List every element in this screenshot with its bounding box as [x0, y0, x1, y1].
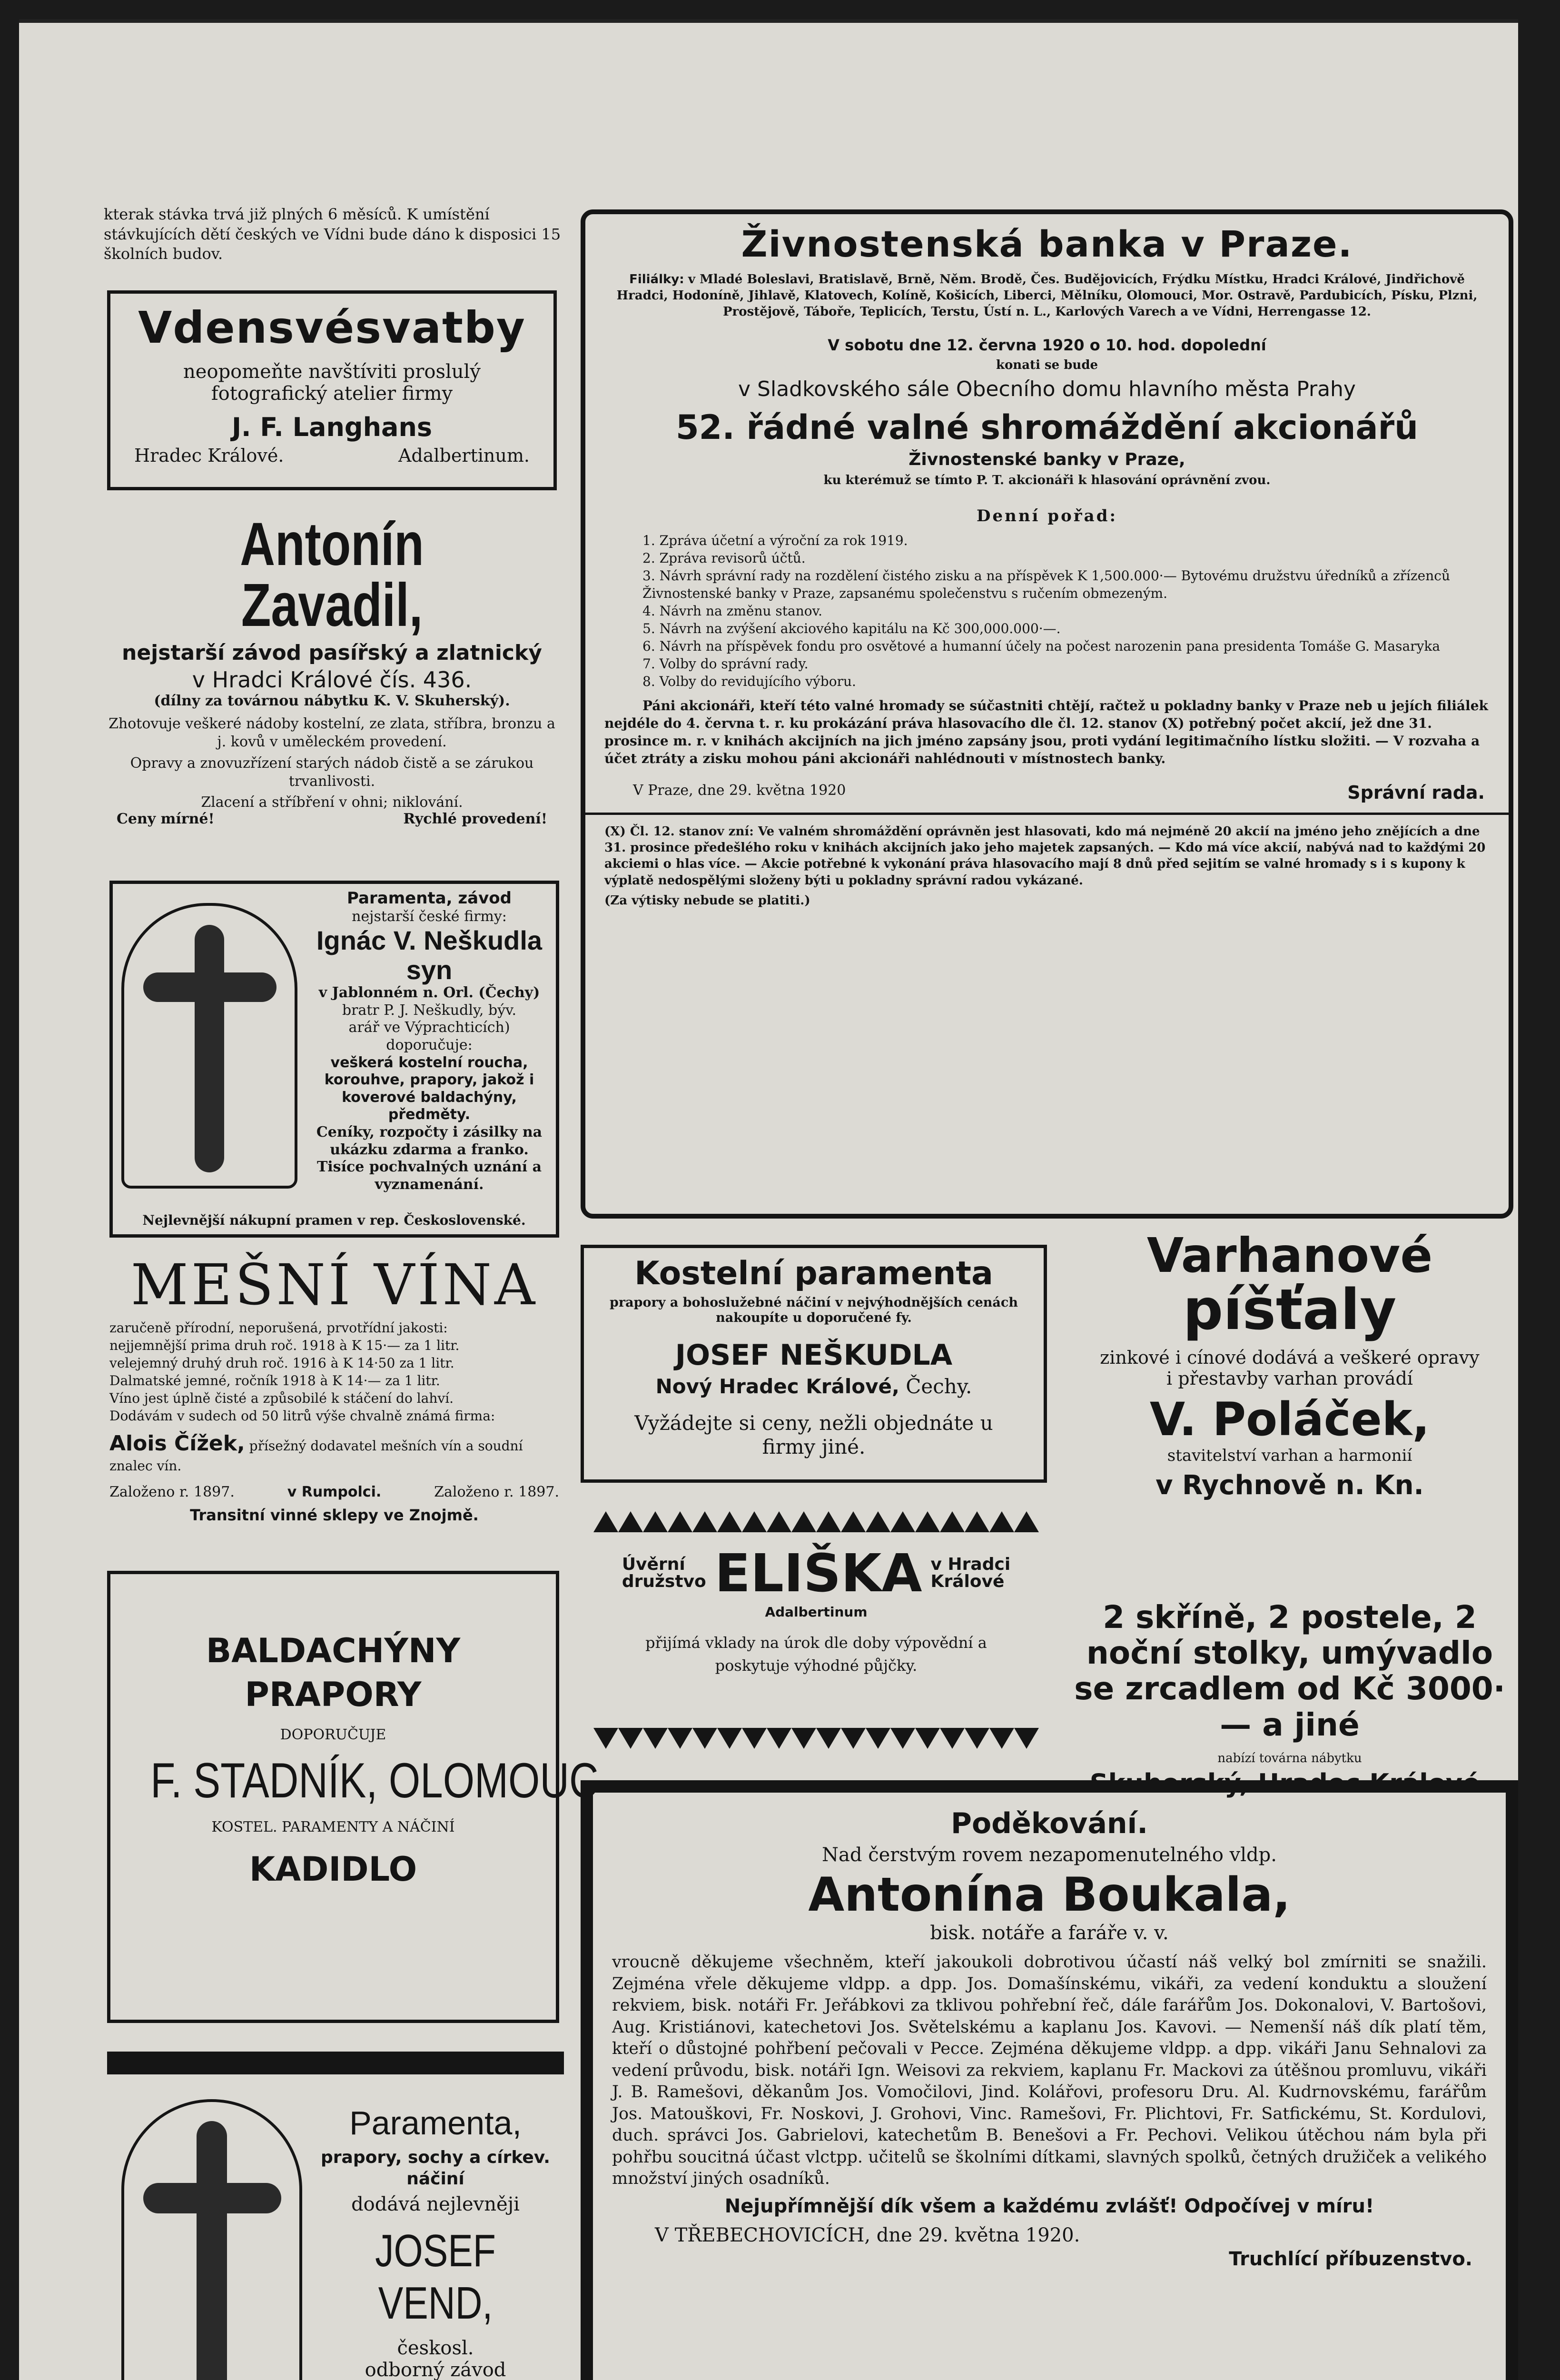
thanks-intro: Nad čerstvým rovem nezapomenutelného vldp.: [822, 1844, 1277, 1866]
ad-kp-country: Čechy.: [906, 1374, 972, 1398]
ad-mesni-vina-t3: velejemný druhý druh roč. 1916 à K 14·50 za 1 litr.: [109, 1355, 454, 1371]
ad-kp-name: JOSEF NEŠKUDLA: [675, 1338, 953, 1372]
triangle-ornament: [940, 1728, 965, 1749]
triangle-ornament: [742, 1728, 767, 1749]
ad-zavadil-footer: [107, 811, 557, 827]
triangle-ornament: [692, 1728, 717, 1749]
ad-kostelni-paramenta: [581, 1245, 1047, 1483]
ad-vend-l2: prapory, sochy a církev. náčiní: [321, 2148, 550, 2189]
ad-vend-text: [307, 2104, 564, 2380]
triangle-ornament: [965, 1511, 989, 1532]
triangle-ornament: [643, 1728, 668, 1749]
triangle-ornament: [668, 1511, 692, 1532]
bank-date: V sobotu dne 12. června 1920 o 10. hod. dopolední: [828, 336, 1266, 355]
bank-rule: [585, 813, 1509, 815]
ad-mesni-vina: [109, 1252, 559, 1526]
ad-mesni-vina-firm: Alois Čížek,: [109, 1431, 245, 1456]
ad-kp-place: Nový Hradec Králové,: [655, 1374, 899, 1398]
ad-vend-l3: dodává nejlevněji: [351, 2193, 520, 2215]
ad-mesni-vina-t5: Víno jest úplně čisté a způsobilé k stáčení do lahví.: [109, 1390, 454, 1406]
ad-eliska-left: [622, 1556, 706, 1590]
ad-skuhersky: [1061, 1599, 1518, 1798]
triangle-ornament: [816, 1728, 841, 1749]
thanks-closing: Nejupřímnější dík všem a každému zvlášť! Odpočívej v míru!: [724, 2195, 1374, 2217]
ad-mesni-vina-f3: Založeno r. 1897.: [434, 1483, 559, 1500]
triangle-ornament: [717, 1728, 742, 1749]
bank-free: (Za výtisky nebude se platiti.): [604, 893, 810, 908]
ad-neskudla-syn-b5: Ceníky, rozpočty i zásilky na ukázku zdarma a franko.: [316, 1124, 543, 1158]
triangle-ornament: [593, 1511, 618, 1532]
ad-neskudla-syn-h2: nejstarší české firmy:: [352, 908, 507, 925]
agenda-item: 1. Zpráva účetní a výroční za rok 1919.: [642, 533, 908, 549]
ad-stadnik-l3: DOPORUČUJE: [280, 1726, 386, 1743]
ad-stadnik-l1: BALDACHÝNY: [206, 1631, 461, 1670]
triangle-ornament: [915, 1728, 940, 1749]
divider-bar: [107, 2052, 564, 2074]
ad-zavadil-line3: (dílny za továrnou nábytku K. V. Skuherský).: [154, 693, 510, 709]
ad-neskudla-syn-h1: Paramenta, závod: [347, 889, 512, 908]
triangle-ornament: [989, 1728, 1014, 1749]
ad-stadnik-l4: F. STADNÍK, OLOMOUC: [150, 1753, 599, 1808]
triangle-ornament: [841, 1511, 866, 1532]
triangle-border-bottom: [581, 1728, 1052, 1752]
agenda-item: 5. Návrh na zvýšení akciového kapitálu na Kč 300,000.000·—.: [642, 621, 1061, 637]
intro-text: kterak stávka trvá již plných 6 měsíců. K umístění stávkujících dětí českých ve Vídni bude dáno k disposici 15 školních budov.: [104, 205, 561, 263]
ad-neskudla-syn-b6: Tisíce pochvalných uznání a vyznamenání.: [316, 1159, 542, 1193]
ad-polacek-b3: stavitelství varhan a harmonií: [1167, 1446, 1412, 1465]
agenda-item: 3. Návrh správní rady na rozdělení čistého zisku a na příspěvek K 1,500.000·— Bytovému družstvu úředníků a zřízenců Živnostenské banky v Praze, zapsanému společenstvu s ručením obmezeným.: [642, 568, 1450, 602]
ad-neskudla-syn: [109, 881, 559, 1238]
triangle-ornament: [915, 1511, 940, 1532]
ad-stadnik-l2: PRAPORY: [245, 1675, 422, 1714]
ad-skuhersky-text: 2 skříně, 2 postele, 2 noční stolky, umývadlo se zrcadlem od Kč 3000·— a jiné: [1074, 1599, 1505, 1743]
ad-stadnik-l6: KADIDLO: [249, 1850, 417, 1889]
ad-mesni-vina-body: [109, 1319, 559, 1526]
triangle-border-top: [581, 1511, 1052, 1535]
ad-polacek: [1061, 1230, 1518, 1501]
ad-mesni-vina-title: MEŠNÍ VÍNA: [130, 1252, 538, 1318]
triangle-ornament: [890, 1511, 915, 1532]
ad-langhans: [107, 290, 557, 490]
ad-zavadil-exec: Rychlé provedení!: [403, 811, 547, 827]
triangle-ornament: [841, 1728, 866, 1749]
ad-eliska-r2: Králové: [930, 1572, 1005, 1591]
ad-zavadil: [107, 510, 557, 827]
ad-vend-l5: českosl.: [397, 2337, 474, 2359]
triangle-ornament: [618, 1511, 643, 1532]
ad-neskudla-syn-b2: arář ve Výprachticích): [348, 1019, 510, 1036]
agenda-item: 4. Návrh na změnu stanov.: [642, 603, 823, 619]
ad-zavadil-line5: Opravy a znovuzřízení starých nádob čistě a se zárukou trvanlivosti.: [130, 755, 534, 790]
ad-skuhersky-sub: nabízí továrna nábytku: [1217, 1751, 1362, 1765]
thanks-title: Poděkování.: [950, 1807, 1148, 1840]
triangle-ornament: [618, 1728, 643, 1749]
triangle-ornament: [767, 1511, 791, 1532]
ad-mesni-vina-t6: Dodávám v sudech od 50 litrů výše chvalně známá firma:: [109, 1408, 495, 1424]
ad-stadnik: [107, 1571, 599, 2023]
triangle-ornament: [791, 1511, 816, 1532]
bank-footnote: (X) Čl. 12. stanov zní: Ve valném shromáždění oprávněn jest hlasovati, kdo má nejméně 20 akcií na jméno jeho znějících a dne 31. prosince předešlého roku v knihách akcijních jako jeho majetek zapsaných. — Kdo má více akcií, nabývá nad to každými 20 akciemi o hlas více. — Akcie potřebné k vykonání práva hlasovacího mají 8 dnů před sejitím se valné hromady s i s kupony k výplatě nedospělými složeny býti u pokladny správní radou vykázané.: [604, 824, 1486, 888]
agenda-item: 2. Zpráva revisorů účtů.: [642, 550, 806, 566]
triangle-ornament: [1014, 1728, 1039, 1749]
top-border: [19, 19, 1518, 23]
ad-langhans-body: neopomeňte navštíviti proslulý fotografický atelier firmy: [183, 361, 481, 405]
bank-notice: [581, 209, 1513, 1219]
ad-neskudla-syn-b4: veškerá kostelní roucha, korouhve, prapory, jakož i koverové baldachýny, předměty.: [324, 1054, 534, 1123]
bank-branches-list: v Mladé Boleslavi, Bratislavě, Brně, Něm. Brodě, Čes. Budějovicích, Frýdku Místku, Hradci Králové, Jindřichově Hradci, Hodoníně, Jihlavě, Klatovech, Kolíně, Košicích, Liberci, Mělníku, Olomouci, Mor. Ostravě, Pardubicích, Písku, Plzni, Prostějově, Táboře, Teplicích, Terstu, Ústí n. L., Karlových Varech a ve Vídni, Herrengasse 12.: [616, 272, 1478, 319]
ad-eliska: [581, 1542, 1052, 1728]
newspaper-page: [19, 19, 1518, 2380]
ad-mesni-vina-founded: [109, 1483, 559, 1502]
ad-langhans-firm: J. F. Langhans: [231, 412, 433, 442]
bank-meeting: 52. řádné valné shromáždění akcionářů: [675, 408, 1419, 447]
ad-mesni-vina-t7: přísežný dodavatel mešních vín a soudní znalec vín.: [109, 1438, 523, 1474]
bank-branches: [604, 272, 1490, 320]
ad-kp-sub: prapory a bohoslužebné náčiní v nejvýhodnějších cenách nakoupíte u doporučené fy.: [610, 1295, 1018, 1326]
thanks-body: vroucně děkujeme všechněm, kteří jakoukoli dobrotivou účastí náš velký bol zmírniti se snažili. Zejména vřele děkujeme vldpp. a dpp. Jos. Domašínskému, vikáři, za vedení konduktu a sloužení rekviem, bisk. notáři Fr. Jeřábkovi za tklivou pohřební řeč, dále farářům Jos. Dokonalovi, V. Bartošovi, Aug. Kristiánovi, katechetovi Jos. Světelskému a kaplanu Jos. Kavovi. — Nemenší náš dík platí těm, kteří o důstojné pohřbení pečovali v Pecce. Zejména děkujeme vldpp. a dpp. vikáři Janu Sehnalovi za vedení průvodu, bisk. notáři Ign. Weisovi za rekviem, kaplanu Fr. Mackovi za útěšnou promluvu, vikáři J. B. Ramešovi, děkanům Jos. Vomočilovi, Jind. Kolářovi, profesoru Dru. Al. Kudrnovskému, farářům Jos. Matouškovi, Fr. Noskovi, J. Grohovi, Vinc. Ramešovi, Fr. Plichtovi, Fr. Satfickému, St. Kordulovi, duch. správci Jos. Gabrielovi, katechetům B. Benešovi a Fr. Pechovi. Velikou útěchou nám byla při pohřbu soucitná účast vlctpp. učitelů se školními dítkami, slavných spolků, četných družiček a velikého množství jiných osadníků.: [612, 1953, 1487, 2188]
agenda-item: 7. Volby do správní rady.: [642, 656, 809, 672]
bank-sign-place: V Praze, dne 29. května 1920: [633, 782, 846, 799]
bank-place: v Sladkovského sále Obecního domu hlavního města Prahy: [738, 377, 1356, 402]
ad-zavadil-name: Antonín Zavadil,: [240, 510, 424, 639]
ad-eliska-left2: družstvo: [622, 1572, 706, 1591]
ad-langhans-street: Adalbertinum.: [398, 445, 530, 466]
ad-zavadil-line4: Zhotovuje veškeré nádoby kostelní, ze zlata, stříbra, bronzu a j. kovů v uměleckém provedení.: [109, 715, 555, 750]
bank-branches-label: Filiálky:: [629, 272, 684, 287]
ad-kp-ask: Vyžádejte si ceny, nežli objednáte u firmy jiné.: [634, 1411, 993, 1459]
ad-vend-l1: Paramenta,: [349, 2104, 522, 2142]
ad-mesni-vina-f2: v Rumpolci.: [287, 1483, 382, 1500]
triangle-ornament: [1014, 1511, 1039, 1532]
triangle-ornament: [866, 1728, 890, 1749]
ad-mesni-vina-f4: Transitní vinné sklepy ve Znojmě.: [190, 1506, 479, 1525]
ad-mesni-vina-t1: zaručeně přírodní, neporušená, prvotřídní jakosti:: [109, 1320, 448, 1336]
triangle-ornament: [791, 1728, 816, 1749]
ad-mesni-vina-t4: Dalmatské jemné, ročník 1918 à K 14·— za 1 litr.: [109, 1372, 440, 1388]
triangle-ornament: [717, 1511, 742, 1532]
ad-neskudla-syn-place: v Jablonném n. Orl. (Čechy): [318, 984, 540, 1002]
triangle-ornament: [593, 1728, 618, 1749]
triangle-ornament: [989, 1511, 1014, 1532]
ad-langhans-city: Hradec Králové.: [134, 445, 284, 466]
ad-vend-l4: JOSEF VEND,: [375, 2225, 496, 2329]
ad-skuhersky-firm: Skuherský, Hradec Králové.: [1089, 1768, 1490, 1798]
bank-name: Živnostenské banky v Praze,: [908, 450, 1185, 470]
bank-agenda: [604, 532, 1490, 691]
ad-kp-title: Kostelní paramenta: [634, 1255, 993, 1292]
ad-stadnik-l5: KOSTEL. PARAMENTY A NÁČINÍ: [211, 1819, 455, 1835]
bank-invite: ku kterémuž se tímto P. T. akcionáři k hlasování oprávnění zvou.: [823, 473, 1271, 488]
bank-notice-text: Páni akcionáři, kteří této valné hromady se súčastniti chtějí, račtež u pokladny banky v Praze neb u jejích filiálek nejdéle do 4. června t. r. ku prokázání práva hlasovacího dle čl. 12. stanov (X) potřebný počet akcií, jež dne 31. prosince m. r. v knihách akcijních na jich jméno zapsány jsou, proti vydání legitimačního lístku složiti. — V rozvaha a účet ztráty a zisku mohou páni akcionáři nahlédnouti v místnostech banky.: [604, 697, 1488, 766]
bank-held: konati se bude: [996, 358, 1098, 373]
ad-neskudla-syn-text: [303, 889, 555, 1193]
ad-eliska-name: ELIŠKA: [714, 1543, 922, 1604]
ad-vend: [107, 2094, 564, 2380]
thanks-sign: Truchlící příbuzenstvo.: [1229, 2248, 1472, 2270]
chasuble-icon: [121, 2099, 302, 2380]
triangle-ornament: [742, 1511, 767, 1532]
ad-mesni-vina-t2: nejjemnější prima druh roč. 1918 à K 15·— za 1 litr.: [109, 1337, 460, 1353]
chasuble-icon: [121, 903, 297, 1189]
triangle-ornament: [816, 1511, 841, 1532]
triangle-ornament: [866, 1511, 890, 1532]
ad-zavadil-prices: Ceny mírné!: [117, 811, 215, 827]
bank-signature: [633, 782, 1485, 803]
thanks-notice: [581, 1780, 1518, 2380]
ad-eliska-left1: Úvěrní: [622, 1555, 685, 1574]
ad-mesni-vina-f1: Založeno r. 1897.: [109, 1483, 235, 1500]
bank-title: Živnostenská banka v Praze.: [741, 223, 1353, 265]
bank-agenda-title: Denní pořad:: [976, 506, 1118, 526]
ad-vend-l6: odborný závod: [365, 2359, 506, 2380]
triangle-ornament: [965, 1728, 989, 1749]
ad-eliska-sub: Adalbertinum: [765, 1604, 868, 1620]
ad-zavadil-line1: nejstarší závod pasířský a zlatnický: [122, 641, 542, 665]
ad-eliska-right: [931, 1556, 1011, 1590]
triangle-ornament: [668, 1728, 692, 1749]
ad-polacek-name: V. Poláček,: [1149, 1392, 1430, 1446]
ad-zavadil-line2: v Hradci Králové čís. 436.: [192, 667, 472, 693]
bank-sign: Správní rada.: [1347, 782, 1485, 803]
ad-polacek-b1: zinkové i cínové dodává a veškeré opravy: [1100, 1347, 1480, 1368]
ad-langhans-address: [110, 445, 553, 466]
thanks-place: V TŘEBECHOVICÍCH, dne 29. května 1920.: [655, 2224, 1080, 2246]
ad-neskudla-syn-b3: doporučuje:: [386, 1037, 473, 1054]
ad-polacek-t2: píšťaly: [1183, 1277, 1397, 1342]
ad-polacek-b2: i přestavby varhan provádí: [1166, 1368, 1413, 1389]
ad-neskudla-syn-b1: bratr P. J. Neškudly, býv.: [342, 1002, 517, 1019]
triangle-ornament: [940, 1511, 965, 1532]
agenda-item: 8. Volby do revidujícího výboru.: [642, 674, 856, 690]
thanks-role: bisk. notáře a faráře v. v.: [930, 1922, 1169, 1944]
ad-polacek-city: v Rychnově n. Kn.: [1155, 1469, 1424, 1501]
agenda-item: 6. Návrh na příspěvek fondu pro osvětové a humanní účely na počest narozenin pana presidenta Tomáše G. Masaryka: [642, 638, 1441, 654]
triangle-ornament: [890, 1728, 915, 1749]
triangle-ornament: [643, 1511, 668, 1532]
ad-langhans-title: Vdensvésvatby: [138, 302, 526, 353]
ad-zavadil-line6: Zlacení a stříbření v ohni; niklování.: [201, 794, 463, 811]
ad-neskudla-syn-foot: Nejlevnější nákupní pramen v rep. Československé.: [142, 1212, 526, 1228]
triangle-ornament: [767, 1728, 791, 1749]
ad-eliska-r1: v Hradci: [930, 1555, 1011, 1574]
ad-polacek-t1: Varhanové: [1146, 1228, 1433, 1283]
thanks-name: Antonína Boukala,: [808, 1868, 1291, 1922]
triangle-ornament: [692, 1511, 717, 1532]
ad-eliska-body: přijímá vklady na úrok dle doby výpovědní a poskytuje výhodné půjčky.: [645, 1634, 987, 1675]
ad-neskudla-syn-name: Ignác V. Neškudla syn: [316, 925, 543, 985]
